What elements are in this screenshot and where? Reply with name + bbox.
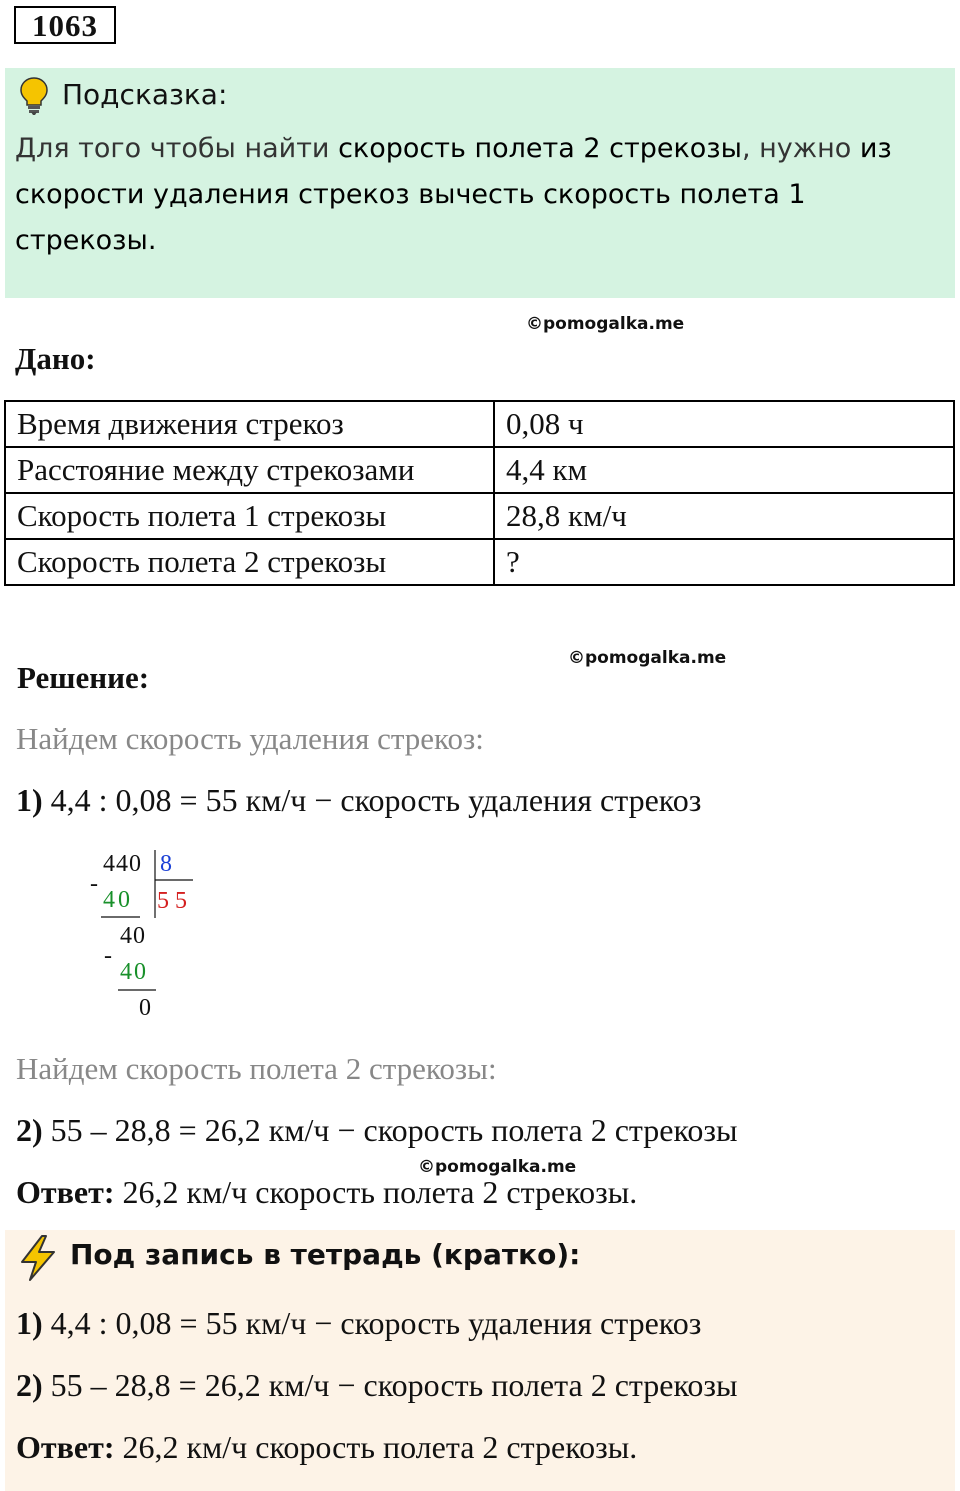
notes-answer-label: Ответ:	[16, 1429, 115, 1465]
hint-text-part2: , нужно	[741, 133, 860, 164]
notes-answer-text: 26,2 км/ч скорость полета 2 стрекозы.	[114, 1429, 638, 1465]
hint-text-bold2: из скорости удаления стрекоз вычесть скорость полета 1 стрекозы.	[15, 133, 892, 256]
notes-line2	[16, 1367, 738, 1404]
notes-answer	[16, 1429, 637, 1466]
division-divisor: 8	[160, 851, 172, 877]
step1-intro: Найдем скорость удаления стрекоз:	[16, 721, 484, 756]
step2-line	[16, 1112, 738, 1149]
given-value: 0,08 ч	[494, 401, 954, 447]
hint-text-bold1: скорость полета 2 стрекозы	[338, 133, 742, 164]
given-value: 4,4 км	[494, 447, 954, 493]
given-label: Время движения стрекоз	[5, 401, 494, 447]
notes-line1-text: 4,4 : 0,08 = 55 км/ч − скорость удаления стрекоз	[42, 1305, 702, 1341]
division-lines	[88, 848, 208, 1028]
answer-text: 26,2 км/ч скорость полета 2 стрекозы.	[114, 1174, 638, 1210]
step1-text: 4,4 : 0,08 = 55 км/ч − скорость удаления стрекоз	[42, 782, 702, 818]
given-label: Скорость полета 1 стрекозы	[5, 493, 494, 539]
division-minus: -	[104, 943, 112, 969]
table-row	[5, 401, 954, 447]
notes-line2-number: 2)	[16, 1367, 43, 1403]
given-heading: Дано:	[15, 341, 96, 376]
division-dividend: 440	[103, 851, 142, 877]
division-subtrahend: 40	[103, 887, 133, 913]
table-row	[5, 539, 954, 585]
lightning-icon	[16, 1234, 60, 1282]
step1-line	[16, 782, 701, 819]
division-final: 0	[139, 995, 151, 1021]
given-value: ?	[494, 539, 954, 585]
table-row	[5, 493, 954, 539]
given-label: Расстояние между стрекозами	[5, 447, 494, 493]
answer-label: Ответ:	[16, 1174, 115, 1210]
task-number: 1063	[14, 6, 116, 44]
hint-text-part1: Для того чтобы найти	[15, 133, 339, 164]
table-row	[5, 447, 954, 493]
step2-number: 2)	[16, 1112, 43, 1148]
division-minus: -	[90, 871, 98, 897]
given-label: Скорость полета 2 стрекозы	[5, 539, 494, 585]
notes-line1-number: 1)	[16, 1305, 43, 1341]
given-value: 28,8 км/ч	[494, 493, 954, 539]
given-table	[4, 400, 955, 586]
watermark: ©pomogalka.me	[526, 314, 685, 334]
notes-title: Под запись в тетрадь (кратко):	[70, 1238, 581, 1271]
lightbulb-icon	[18, 76, 50, 116]
hint-title: Подсказка:	[62, 78, 228, 111]
long-division	[88, 848, 208, 1028]
division-remainder: 40	[120, 923, 146, 949]
step2-intro: Найдем скорость полета 2 стрекозы:	[16, 1051, 497, 1086]
watermark: ©pomogalka.me	[418, 1157, 577, 1177]
solution-heading: Решение:	[17, 660, 150, 695]
division-subtrahend: 40	[120, 959, 148, 985]
hint-text	[15, 126, 935, 264]
watermark: ©pomogalka.me	[568, 648, 727, 668]
notes-line2-text: 55 – 28,8 = 26,2 км/ч − скорость полета 2 стрекозы	[42, 1367, 738, 1403]
notes-line1	[16, 1305, 701, 1342]
answer-line	[16, 1174, 637, 1211]
division-quotient: 55	[157, 888, 193, 914]
step2-text: 55 – 28,8 = 26,2 км/ч − скорость полета 2 стрекозы	[42, 1112, 738, 1148]
step1-number: 1)	[16, 782, 43, 818]
